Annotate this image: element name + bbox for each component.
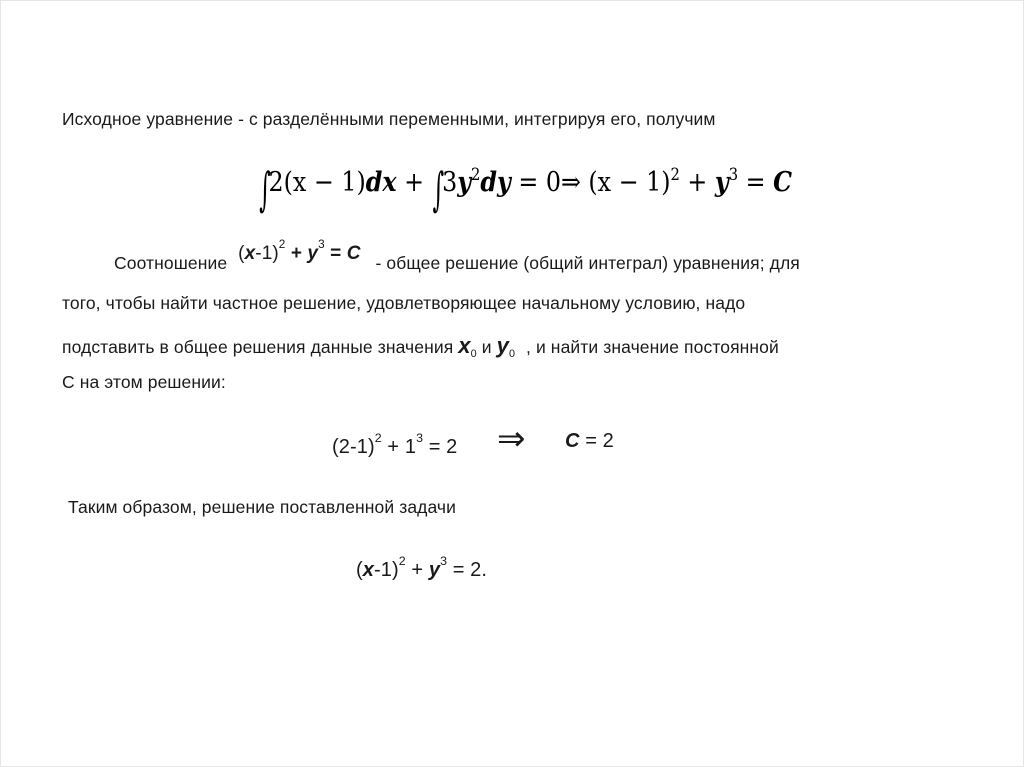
general-solution-formula: $(x-1)^2 + y^3 = C$ <box>238 238 361 264</box>
eq-y-2: y <box>714 167 729 198</box>
eq-plus-2: + <box>679 167 715 198</box>
eq-exp-2: 2 <box>471 164 481 184</box>
eq-dy: dy <box>480 167 511 198</box>
final-solution: $(x-1)^2 + y^3 = 2$. <box>356 554 488 581</box>
conclusion-text: Таким образом, решение поставленной задачи <box>68 497 457 517</box>
eq-term-1: 2(x − 1) <box>268 167 366 198</box>
calc-left: $(2-1)^2 + 1^3 = 2$ <box>332 431 458 458</box>
intro-text: Исходное уравнение - с разделёнными переменными, интегрируя его, получим <box>62 109 716 129</box>
y0-symbol: y <box>496 333 509 358</box>
implies-icon: ⇒ <box>560 167 581 198</box>
para-line-3-end: , и найти значение постоянной <box>526 337 779 357</box>
para-line-3: подставить в общее решения данные значения $x_0$ и $y_0$ , и найти значение постоянной <box>62 333 779 360</box>
para-line-1 <box>114 238 800 275</box>
eq-equals-zero: = 0 <box>510 167 561 198</box>
para-line-4: С на этом решении: <box>62 372 226 392</box>
eq-exp-3: 2 <box>670 164 680 184</box>
eq-coef-3: 3 <box>442 167 458 198</box>
eq-equals: = <box>738 167 774 198</box>
eq-plus-1: + <box>396 167 432 198</box>
para-lead: Соотношение <box>114 253 228 273</box>
para-tail-1: - общее решение (общий интеграл) уравнения; для <box>375 253 800 273</box>
eq-constant-c: C <box>773 167 793 198</box>
eq-exp-4: 3 <box>728 164 739 184</box>
eq-dx: dx <box>365 167 397 198</box>
eq-term-3: (x − 1) <box>580 167 671 198</box>
and-word: и <box>481 337 492 357</box>
calc-right: C = 2 <box>565 430 614 452</box>
integral-sign-icon: ∫ <box>259 162 271 216</box>
integral-equation <box>258 162 793 216</box>
eq-y: y <box>457 167 472 198</box>
para-line-2: того, чтобы найти частное решение, удовлетворяющее начальному условию, надо <box>62 293 746 313</box>
implies-arrow-icon: ⇒ <box>497 419 526 459</box>
integral-sign-icon: ∫ <box>432 162 445 216</box>
x0-symbol: x <box>458 333 471 358</box>
